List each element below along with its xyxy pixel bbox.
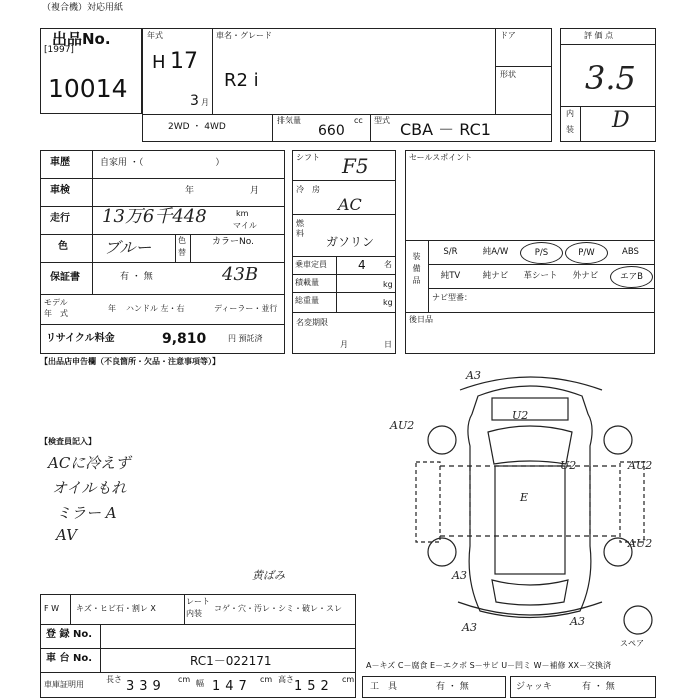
- damage-mark: E: [520, 491, 529, 504]
- interior-score: D: [612, 108, 630, 133]
- score-label: 評 価 点: [584, 31, 614, 40]
- interior-label-2: 装: [566, 125, 574, 134]
- model-label: 型式: [374, 116, 390, 125]
- year-label: 年式: [147, 31, 163, 40]
- warranty-label: 保証書: [50, 272, 80, 283]
- interior-options: コゲ・穴・汚レ・シミ・破レ・スレ: [214, 604, 342, 613]
- navi-label: ナビ型番：: [432, 293, 472, 302]
- chassis-label: 車 台 No.: [46, 653, 93, 664]
- lot-number: 10014: [48, 74, 128, 103]
- mileage-unit-mile: マイル: [233, 221, 257, 230]
- length-label: 長さ: [106, 675, 122, 684]
- lot-label: 出品No.: [52, 30, 111, 48]
- recycle-value: 9,810: [162, 331, 207, 347]
- shift-value: F5: [342, 154, 369, 178]
- damage-mark: U2: [560, 459, 577, 472]
- tools-label: 工 具: [370, 682, 398, 692]
- month-unit: 月: [201, 98, 209, 107]
- selling-points-label: セールスポイント: [409, 153, 473, 162]
- size-label: 車庫証明用: [44, 680, 84, 689]
- equipment-option: P/W: [565, 242, 608, 264]
- shape-label: 形状: [500, 70, 516, 79]
- model-year-unit: 年: [108, 304, 116, 313]
- recycle-unit: 円 預託済: [228, 334, 263, 343]
- inspector-label: 【検査員記入】: [40, 437, 96, 446]
- interior-bottom-label-2: 内装: [186, 609, 202, 618]
- equipment-option: 純TV: [440, 271, 461, 281]
- equipment-option: P/S: [520, 242, 563, 264]
- equipment-option: 純A/W: [482, 247, 509, 257]
- equipment-option: 革シート: [523, 271, 558, 281]
- capacity-value: 4: [358, 258, 366, 272]
- inspector-line: オイルもれ: [52, 479, 127, 497]
- displacement-value: 660: [318, 123, 345, 139]
- damage-mark: A3: [462, 621, 477, 634]
- name-label: 車名・グレード: [216, 31, 272, 40]
- model-value: CBA － RC1: [400, 120, 491, 139]
- jack-label: ジャッキ: [516, 682, 552, 692]
- warranty-value: 有 ・ 無: [120, 272, 153, 282]
- ac-label-2: 房: [312, 185, 320, 194]
- color-value: ブルー: [104, 238, 152, 257]
- month-value: 3: [190, 93, 199, 109]
- fuel-value: ガソリン: [326, 235, 375, 249]
- gross-label: 総重量: [295, 296, 319, 305]
- year-value: 17: [170, 49, 198, 74]
- equipment-option: 外ナビ: [572, 271, 599, 281]
- notes-label: 【出品店申告欄（不良箇所・欠品・注意事項等）】: [40, 357, 220, 366]
- load-label: 積載量: [295, 278, 319, 287]
- height-value: 152: [294, 679, 334, 694]
- color-change-label-1: 色: [178, 236, 186, 245]
- drive-options: 2WD ・ 4WD: [168, 122, 226, 132]
- fw-options: キズ・ヒビ石・割レ X: [76, 604, 156, 613]
- load-unit: kg: [383, 280, 393, 289]
- gross-unit: kg: [383, 298, 393, 307]
- length-value: 339: [126, 679, 166, 694]
- car-diagram: [380, 366, 680, 646]
- history-value: 自家用 ・（ ）: [100, 158, 225, 168]
- damage-mark: AU2: [628, 537, 653, 550]
- width-label: 幅: [196, 679, 204, 688]
- handle-label: ハンドル 左・右: [126, 304, 185, 313]
- year-era: H: [152, 52, 166, 73]
- length-cm: cm: [178, 675, 191, 684]
- damage-legend: A－キズ C－腐食 E－エクボ S－サビ U－凹ミ W－補修 XX－交換済: [366, 661, 612, 670]
- score-value: 3.5: [585, 59, 636, 97]
- damage-mark: A3: [570, 615, 585, 628]
- mileage-unit-km: km: [236, 209, 249, 218]
- inspector-line: AV: [56, 526, 77, 544]
- ac-label-1: 冷: [296, 185, 304, 194]
- tools-value: 有 ・ 無: [436, 682, 469, 692]
- equipment-option: S/R: [443, 247, 458, 257]
- interior-label-1: 内: [566, 109, 574, 118]
- equipment-option: エアB: [610, 266, 653, 288]
- interior-note: 黄ばみ: [252, 569, 285, 582]
- fuel-label-2: 料: [296, 229, 304, 238]
- displacement-unit: cc: [354, 116, 363, 125]
- history-label: 車歴: [50, 157, 70, 168]
- fuel-label-1: 燃: [296, 219, 304, 228]
- interior-bottom-label-1: レート: [186, 597, 210, 606]
- recycle-label: リサイクル料金: [46, 333, 115, 344]
- mileage-value: 13万6千448: [102, 206, 207, 227]
- width-value: 147: [212, 679, 252, 694]
- chassis-value: RC1－022171: [190, 654, 272, 668]
- capacity-unit: 名: [384, 260, 392, 269]
- damage-mark: AU2: [390, 419, 415, 432]
- color-label: 色: [58, 241, 68, 252]
- inspector-line: ACに冷えず: [48, 454, 131, 472]
- displacement-label: 排気量: [277, 116, 301, 125]
- color-no-value: 43B: [222, 264, 259, 285]
- inspector-line: ミラー A: [56, 504, 117, 522]
- damage-mark: A3: [466, 369, 481, 382]
- equipment-label: 装備品: [412, 252, 421, 288]
- fw-label: F W: [44, 604, 60, 613]
- door-label: ドア: [500, 31, 516, 40]
- color-no-label: カラーNo.: [212, 237, 254, 247]
- ac-value: AC: [338, 195, 362, 214]
- damage-mark: A3: [452, 569, 467, 582]
- color-change-label-2: 替: [178, 248, 186, 257]
- transfer-label: 名変期限: [296, 318, 328, 327]
- transfer-day: 日: [384, 340, 392, 349]
- shift-label: シフト: [296, 153, 320, 162]
- inspection-year: 年: [185, 186, 195, 196]
- capacity-label: 乗車定員: [295, 260, 327, 269]
- registration-label: 登 録 No.: [46, 629, 93, 640]
- equipment-option: ABS: [622, 247, 639, 257]
- remarks-label: 後日品: [409, 315, 433, 324]
- width-cm: cm: [260, 675, 273, 684]
- jack-value: 有 ・ 無: [582, 682, 615, 692]
- inspection-label: 車検: [50, 185, 70, 196]
- form-header-note: （複合機）対応用紙: [42, 3, 124, 13]
- damage-mark: AU2: [628, 459, 653, 472]
- car-name: R2 i: [224, 70, 259, 91]
- height-cm: cm: [342, 675, 355, 684]
- spare-label: スペア: [620, 639, 644, 648]
- transfer-month: 月: [340, 340, 348, 349]
- mileage-label: 走行: [50, 213, 70, 224]
- damage-mark: U2: [512, 409, 529, 422]
- dealer-label: ディーラー・並行: [214, 304, 278, 313]
- model-year-label-2: 年 式: [44, 309, 68, 318]
- height-label: 高さ: [278, 675, 294, 684]
- inspection-month: 月: [250, 186, 260, 196]
- equipment-option: 純ナビ: [482, 271, 509, 281]
- model-year-label-1: モデル: [44, 298, 68, 307]
- lot-year-tag: [1997]: [44, 45, 74, 55]
